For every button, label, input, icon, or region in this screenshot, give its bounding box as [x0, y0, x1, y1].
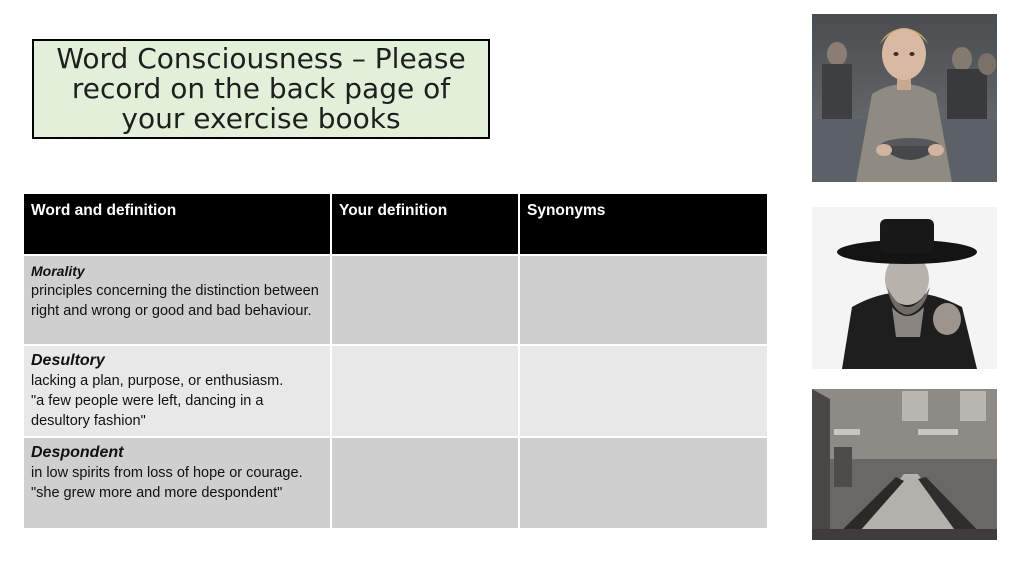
boy-with-bowl-photo — [812, 14, 997, 182]
table-row — [23, 255, 768, 345]
table-row — [23, 437, 768, 529]
word-cell — [23, 345, 331, 437]
table-row — [23, 345, 768, 437]
your-definition-cell[interactable] — [331, 345, 519, 437]
word-term: Desultory — [31, 352, 105, 369]
table-header-row — [23, 193, 768, 255]
word-definition: principles concerning the distinction between right and wrong or good and bad behaviour. — [31, 283, 319, 319]
word-definition: in low spirits from loss of hope or courage. — [31, 465, 303, 481]
page-title: Word Consciousness – Please record on the back page of your exercise books — [56, 42, 466, 135]
word-example: "she grew more and more despondent" — [31, 485, 283, 501]
your-definition-cell[interactable] — [331, 437, 519, 529]
header-synonyms: Synonyms — [519, 193, 768, 255]
synonyms-cell[interactable] — [519, 345, 768, 437]
word-term: Despondent — [31, 444, 124, 461]
title-box — [32, 39, 490, 139]
synonyms-cell[interactable] — [519, 437, 768, 529]
header-your-definition: Your definition — [331, 193, 519, 255]
man-in-hat-photo — [812, 207, 997, 369]
vocabulary-table — [22, 192, 769, 530]
workhouse-hall-photo — [812, 389, 997, 540]
word-example: "a few people were left, dancing in a desultory fashion" — [31, 393, 264, 429]
header-word-and-definition: Word and definition — [23, 193, 331, 255]
word-definition: lacking a plan, purpose, or enthusiasm. — [31, 373, 284, 389]
word-cell — [23, 437, 331, 529]
your-definition-cell[interactable] — [331, 255, 519, 345]
word-term: Morality — [31, 263, 85, 279]
word-cell — [23, 255, 331, 345]
synonyms-cell[interactable] — [519, 255, 768, 345]
